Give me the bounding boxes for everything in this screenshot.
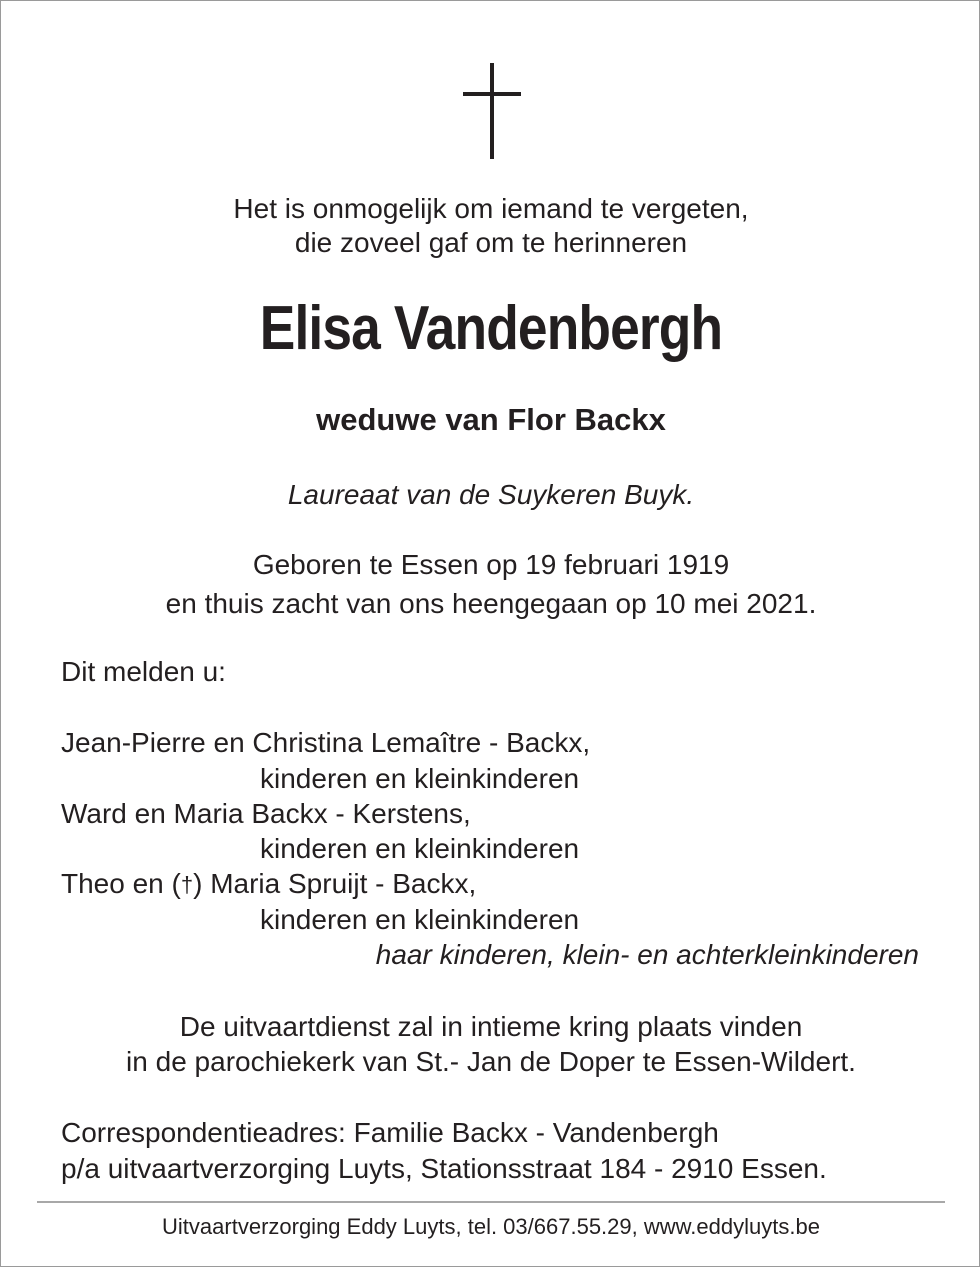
quote-line-1: Het is onmogelijk om iemand te vergeten, — [233, 193, 749, 224]
correspondence-line-2: p/a uitvaartverzorging Luyts, Stationsstraat 184 - 2910 Essen. — [61, 1153, 827, 1184]
quote-line-2: die zoveel gaf om te herinneren — [294, 227, 688, 258]
family-2-name: Ward en Maria Backx - Kerstens, — [61, 798, 471, 829]
cross-icon — [463, 63, 521, 159]
footer-divider — [37, 1201, 945, 1203]
birth-line: Geboren te Essen op 19 februari 1919 — [252, 549, 730, 580]
family-3-name-suffix: ) Maria Spruijt - Backx, — [193, 868, 477, 899]
correspondence-line-1: Correspondentieadres: Familie Backx - Vandenbergh — [61, 1117, 719, 1148]
family-3-name — [61, 867, 476, 902]
service-line-2: in de parochiekerk van St.- Jan de Doper te Essen-Wildert. — [126, 1046, 856, 1077]
deceased-mark-icon: † — [180, 872, 194, 897]
footer-funeral-home: Uitvaartverzorging Eddy Luyts, tel. 03/667.55.29, www.eddyluyts.be — [162, 1214, 820, 1239]
spouse-line: weduwe van Flor Backx — [316, 402, 666, 437]
announcement-intro: Dit melden u: — [61, 656, 226, 687]
deceased-name: Elisa Vandenbergh — [259, 294, 723, 363]
death-line: en thuis zacht van ons heengegaan op 10 mei 2021. — [165, 588, 817, 619]
service-line-1: De uitvaartdienst zal in intieme kring plaats vinden — [179, 1011, 803, 1042]
family-3-sub: kinderen en kleinkinderen — [260, 904, 580, 935]
family-closing: haar kinderen, klein- en achterkleinkinderen — [375, 939, 919, 970]
family-3-name-prefix: Theo en ( — [61, 868, 181, 899]
family-1-sub: kinderen en kleinkinderen — [260, 763, 580, 794]
distinction-line: Laureaat van de Suykeren Buyk. — [287, 479, 695, 510]
family-2-sub: kinderen en kleinkinderen — [260, 833, 580, 864]
family-1-name: Jean-Pierre en Christina Lemaître - Backx, — [61, 727, 591, 758]
